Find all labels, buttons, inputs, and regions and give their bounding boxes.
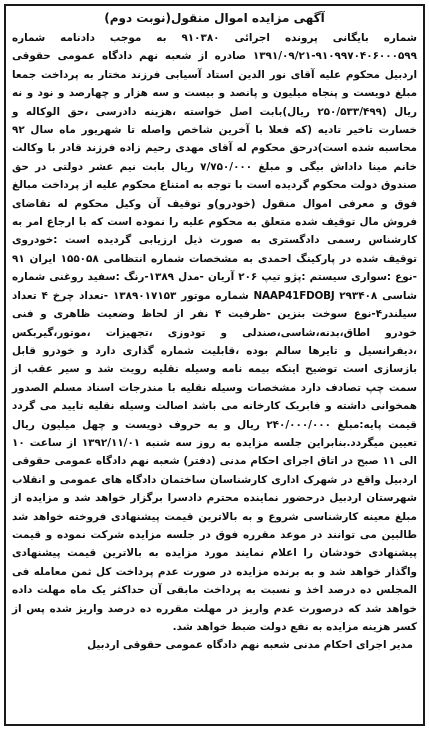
auction-notice <box>4 4 425 726</box>
notice-title: آگهی مزایده اموال منقول(نوبت دوم) <box>104 11 325 25</box>
notice-body: شماره بایگانی پرونده اجرائی ۹۱۰۳۸۰ به موجب دادنامه شماره ۹۱۰۹۹۷۰۴۰۶۰۰۰۵۹۹-۱۳۹۱/۰۹/۲۱ صادره از شعبه نهم دادگاه عمومی حقوقی اردبیل محکوم علیه آقای نور الدین استاد آسیابی فرزند مختار به پرداخت جمعا مبلغ دویست و پنجاه میلیون و پانصد و بیست و سه هزار و چهارصد و نود و نه ریال (۲۵۰/۵۳۳/۴۹۹ ریال)بابت اصل خواسته ،هزینه دادرسی ،حق الوکاله و خسارت تاخیر تادیه (که فعلا با آخرین شاخص واصله تا شهریور ماه سال ۹۲ محاسبه شده است)درحق محکوم له آقای مهدی رحیم زاده فرزند قادر با وکالت خانم مینا داداش بیگی و مبلغ ۷/۷۵۰/۰۰۰ ریال بابت نیم عشر دولتی در حق صندوق دولت محکوم گردیده است با توجه به امتناع محکوم علیه از پرداخت مبالغ فوق و معرفی اموال منقول (خودرو)و توقیف آن وکیل محکوم له تقاضای فروش مال توقیف شده متعلق به محکوم علیه را نموده است که با ارجاع امر به کارشناس رسمی دادگستری به صورت ذیل ارزیابی گردیده است :خودروی توقیف شده در پارکینگ احمدی به مشخصات شماره انتظامی ۱۵۵۰۵۸ ایران ۹۱ -نوع :سواری سیستم :پژو تیپ ۲۰۶ آریان -مدل ۱۳۸۹-رنگ :سفید روغنی شماره شاسی NAAP41FDOBJ ۲۹۳۴۰۸ شماره موتور ۱۳۸۹۰۱۷۱۵۳ -تعداد چرخ ۴ تعداد سیلندر۴-نوع سوخت بنزین -ظرفیت ۴ نفر از لحاظ وضعیت ظاهری و فنی خودرو اطاق،بدنه،شاسی،صندلی و تودوزی ،تجهیزات ،موتور،گیربکس ،دیفرانسیل و تایرها سالم بوده ،قابلیت شماره گذاری دارد و خودرو قابل بازسازی است توضیح اینکه بیمه نامه وسیله نقلیه رویت شد و سیر عقب از سمت چپ تصادف دارد مشخصات وسیله نقلیه با مندرجات اسناد مسلم الصدور همخوانی داشته و فابریک کارخانه می باشد اصالت وسیله نقلیه تایید می گردد قیمت پایه:مبلغ ۲۴۰/۰۰۰/۰۰۰ ریال و به حروف دویست و چهل میلیون ریال تعیین میگردد.بنابراین جلسه مزایده به روز سه شنبه ۱۳۹۲/۱۱/۰۱ از ساعت ۱۰ الی ۱۱ صبح در اتاق اجرای احکام مدنی (دفتر) شعبه نهم دادگاه عمومی حقوقی اردبیل واقع در شهرک اداری کارشناسان ساختمان دادگاه های عمومی و انقلاب شهرستان اردبیل درحضور نماینده محترم دادسرا برگزار خواهد شد و مزایده از مبلغ معینه کارشناسی شروع و به بالاترین قیمت پیشنهادی فروخته خواهد شد طالبین می توانند در موعد مقرره فوق در جلسه مزایده شرکت نموده و قیمت پیشنهادی خودشان را اعلام نمایند مورد مزایده به بالاترین قیمت پیشنهادی واگذار خواهد شد و به برنده مزایده در صورت عدم پرداخت کل ثمن معامله فی المجلس ده درصد اخذ و نسبت به پرداخت مابقی آن حداکثر یک ماه مهلت داده خواهد شد که درصورت عدم واریز در مهلت مقرره ده درصد واریز شده پس از کسر هزینه مزایده به نفع دولت ضبط خواهد شد. <box>12 32 418 633</box>
notice-signature: مدیر اجرای احکام مدنی شعبه نهم دادگاه عمومی حقوقی اردبیل <box>87 639 413 652</box>
